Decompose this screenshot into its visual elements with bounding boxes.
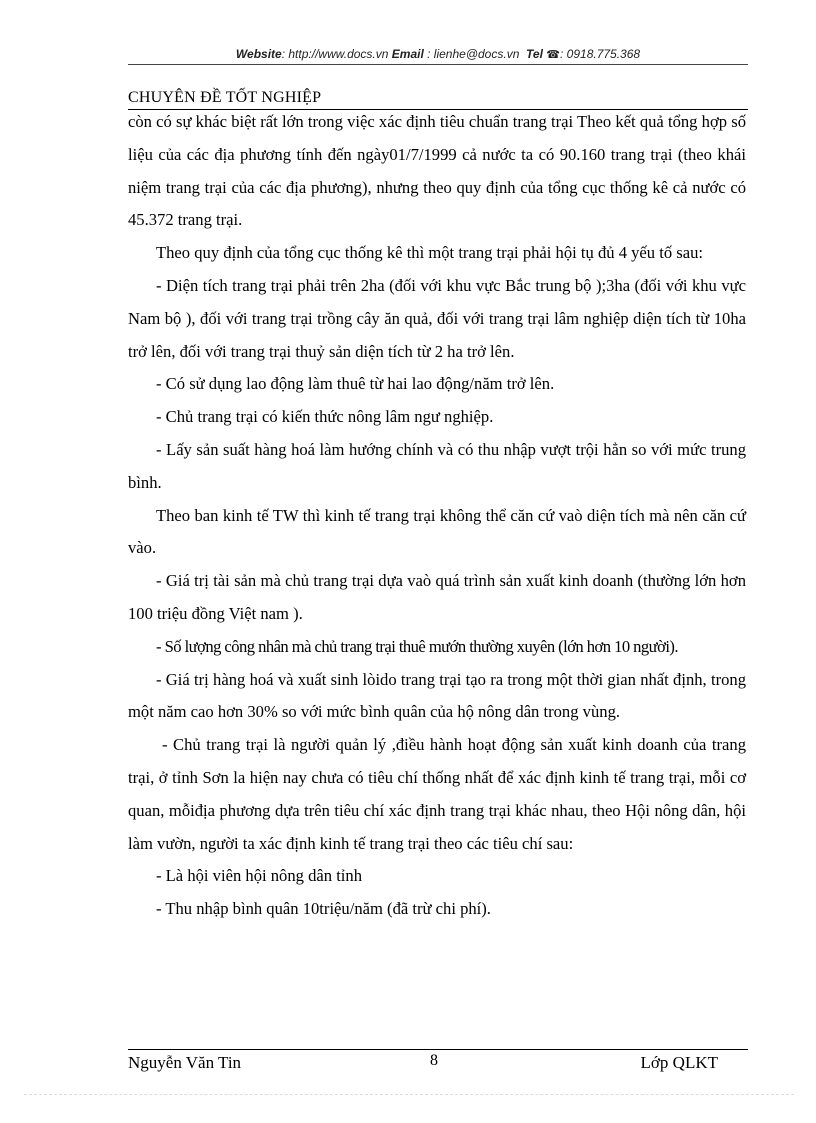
- paragraph: - Giá trị hàng hoá và xuất sinh lòido trang trại tạo ra trong một thời gian nhất định, trong một năm cao hơn 30% so với mức bình quân của hộ nông dân trong vùng.: [128, 669, 746, 722]
- paragraph: - Giá trị tài sản mà chủ trang trại dựa vaò quá trình sản xuất kinh doanh (thường lớn hơn 100 triệu đồng Việt nam ).: [128, 571, 746, 623]
- paragraph: - Diện tích trang trại phải trên 2ha (đối với khu vực Bắc trung bộ );3ha (đối với khu vực Nam bộ ), đối với trang trại trồng cây ăn quả, đối với trang trại lâm nghiệp diện tích từ 10ha trở lên, đối với trang trại thuỷ sản diện tích từ 2 ha trở lên.: [128, 275, 746, 361]
- footer-author: Nguyễn Văn Tin: [128, 1053, 242, 1072]
- paragraph: - Số lượng công nhân mà chủ trang trại thuê mướn thường xuyên (lớn hơn 10 người).: [156, 636, 678, 656]
- page-bottom-edge: [24, 1094, 794, 1095]
- paragraph: - Là hội viên hội nông dân tỉnh: [156, 866, 363, 886]
- footer-divider: [128, 1049, 748, 1050]
- top-divider: [128, 64, 748, 65]
- tel-label: Tel: [526, 47, 543, 61]
- paragraph: - Thu nhập bình quân 10triệu/năm (đã trừ chi phí).: [156, 899, 491, 919]
- paragraph: - Chủ trang trại có kiến thức nông lâm ngư nghiệp.: [156, 407, 494, 427]
- email-address[interactable]: : lienhe@docs.vn: [423, 47, 520, 61]
- page-number: 8: [430, 1052, 438, 1069]
- website-label: Website: [235, 47, 282, 61]
- paragraph: còn có sự khác biệt rất lớn trong việc xác định tiêu chuẩn trang trại Theo kết quả tổng hợp số liệu của các địa phương tính đến ngày01/7/1999 cả nước ta có 90.160 trang trại (theo khái niệm trang trại của các địa phương), nhưng theo quy định của tổng cục thống kê cả nước có 45.372 trang trại.: [128, 112, 746, 230]
- phone-icon: ☎: [546, 49, 560, 61]
- page-footer: [128, 1053, 748, 1077]
- website-header: [128, 45, 748, 64]
- document-body: [128, 106, 746, 926]
- paragraph: Theo quy định của tổng cục thống kê thì một trang trại phải hội tụ đủ 4 yếu tố sau:: [156, 243, 704, 263]
- paragraph: - Lấy sản suất hàng hoá làm hướng chính và có thu nhập vượt trội hẳn so với mức trung bình.: [128, 439, 746, 492]
- email-label: Email: [391, 47, 424, 61]
- document-header-title: CHUYÊN ĐỀ TỐT NGHIỆP: [128, 89, 322, 106]
- footer-class: Lớp QLKT: [640, 1053, 718, 1072]
- paragraph: - Chủ trang trại là người quản lý ,điều hành hoạt động sản xuất kinh doanh của trang trại, ở tỉnh Sơn la hiện nay chưa có tiêu chí thống nhất để xác định kinh tế trang trại, mỗi cơ quan, mỗiđịa phương dựa trên tiêu chí xác định trang trại khác nhau, theo Hội nông dân, hội làm vườn, người ta xác định kinh tế trang trại theo các tiêu chí sau:: [128, 735, 746, 853]
- paragraph: - Có sử dụng lao động làm thuê từ hai lao động/năm trở lên.: [156, 374, 555, 394]
- paragraph: Theo ban kinh tế TW thì kinh tế trang trại không thể căn cứ vaò diện tích mà nên căn cứ vào.: [128, 505, 746, 558]
- tel-number: : 0918.775.368: [560, 47, 641, 61]
- website-url[interactable]: : http://www.docs.vn: [281, 47, 389, 61]
